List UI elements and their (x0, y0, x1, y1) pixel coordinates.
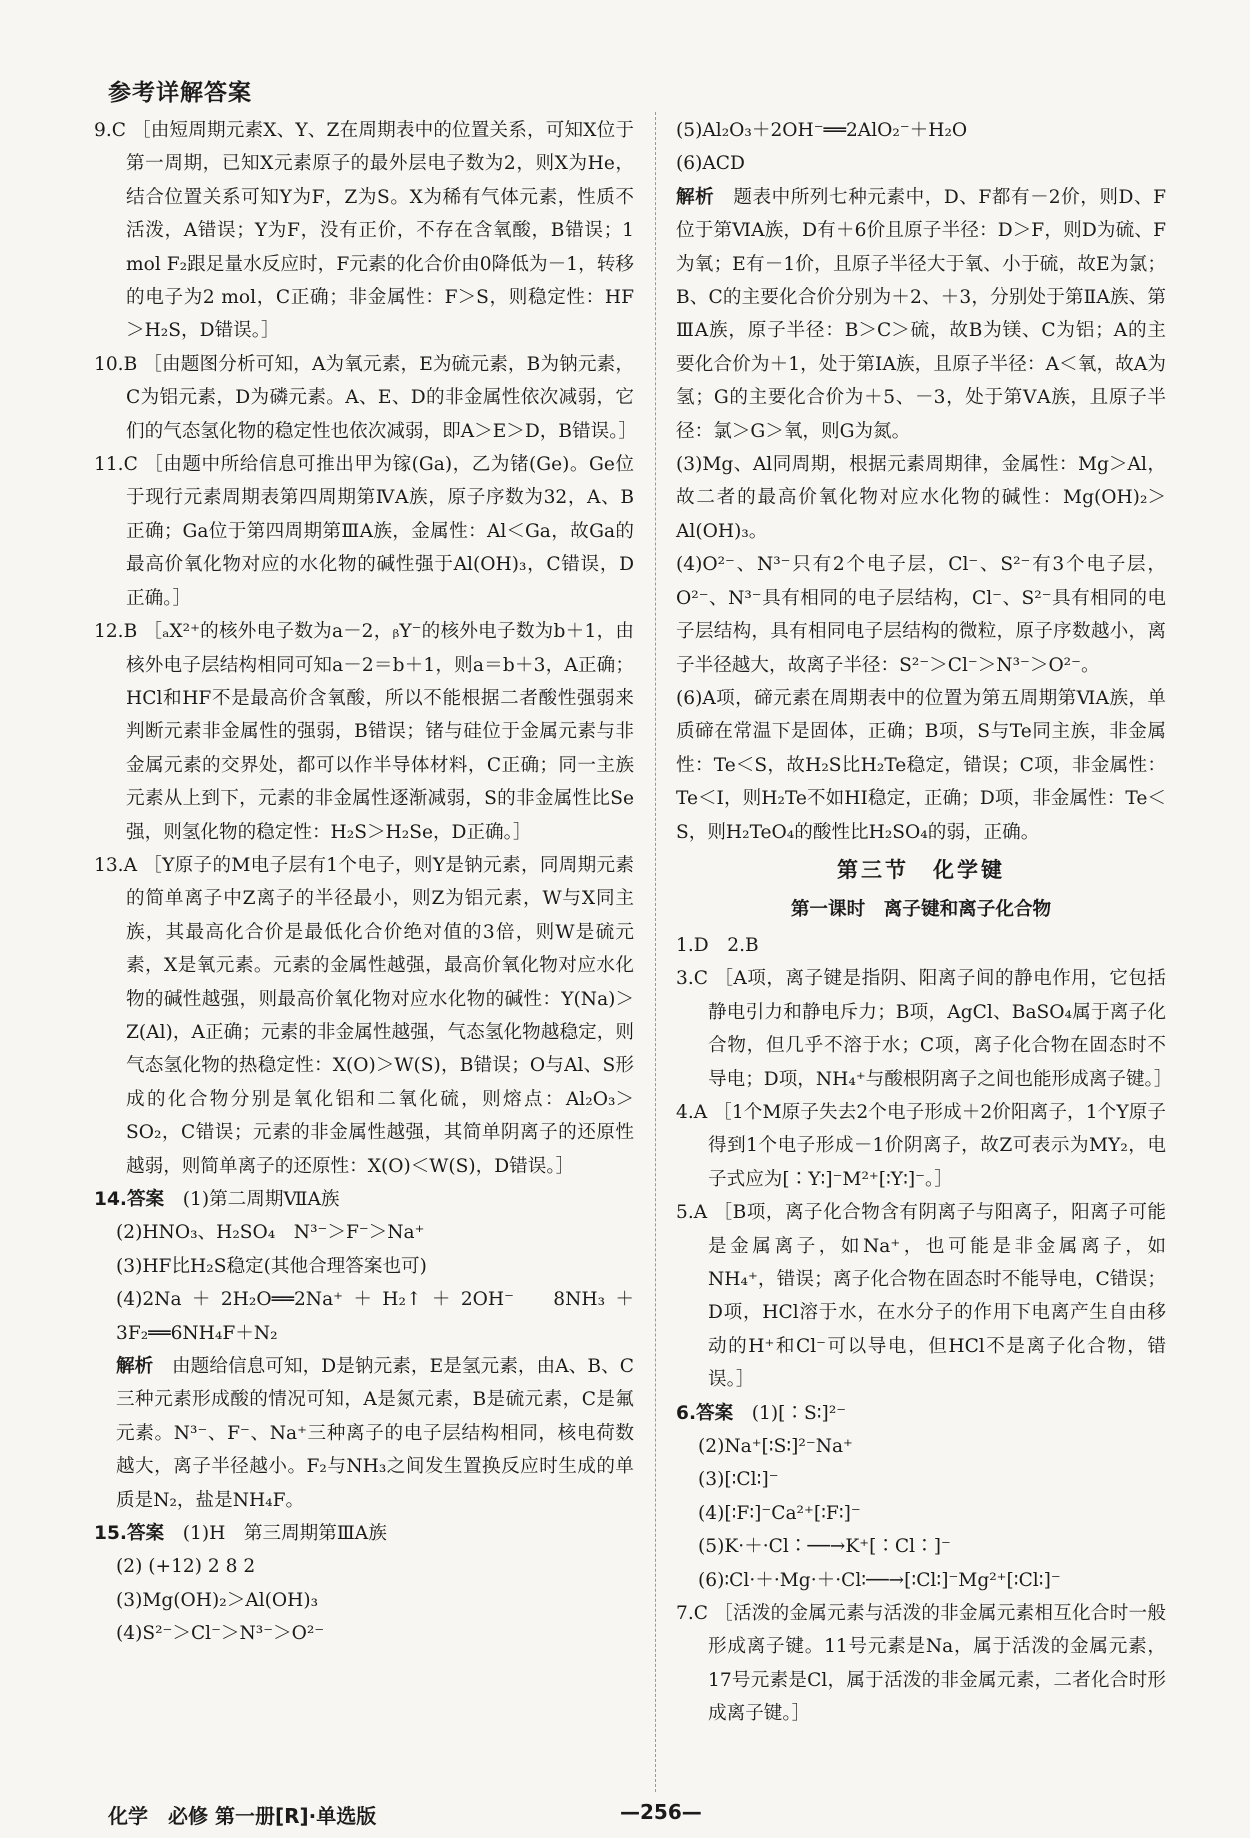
page-header-title: 参考详解答案 (108, 80, 252, 106)
answer-text: 12.B ［ₐX²⁺的核外电子数为a－2，ᵦY⁻的核外电子数为b＋1，由核外电子层结构相同可知a－2＝b＋1，则a＝b＋3，A正确；HCl和HF不是最高价含氧酸，所以不能根据二者酸性强弱来判断元素非金属性的强弱，B错误；锗与硅位于金属元素与非金属元素的交界处，都可以作半导体材料，C正确；同一主族元素从上到下，元素的非金属性逐渐减弱，S的非金属性比Se强，则氢化物的稳定性：H₂S＞H₂Se，D正确。］ (94, 621, 634, 843)
answer-paragraph (676, 682, 1166, 849)
answer-paragraph (676, 147, 1166, 180)
answer-text: 第一课时 离子键和离子化合物 (790, 898, 1052, 920)
lesson-heading (676, 891, 1166, 929)
answer-text: 5.A ［B项，离子化合物含有阴离子与阳离子，阳离子可能是金属离子，如Na⁺，也可能是非金属离子，如NH₄⁺，错误；离子化合物在固态时不能导电，C错误；D项，HCl溶于水，在水分子的作用下电离产生自由移动的H⁺和Cl⁻可以导电，但HCl不是离子化合物，错误。］ (676, 1202, 1166, 1391)
answer-text: (5)Al₂O₃＋2OH⁻══2AlO₂⁻＋H₂O (676, 120, 968, 141)
answer-paragraph (94, 1283, 634, 1350)
answer-text: 第三节 化学键 (837, 857, 1005, 882)
left-column (94, 114, 638, 1651)
answer-paragraph (676, 448, 1166, 548)
answer-label: 解析 (676, 186, 715, 208)
answer-text: (4)O²⁻、N³⁻只有2个电子层，Cl⁻、S²⁻有3个电子层，O²⁻、N³⁻具有相同的电子层结构，Cl⁻、S²⁻具有相同的电子层结构，具有相同电子层结构的微粒，原子序数越小，离子半径越大，故离子半径：S²⁻＞Cl⁻＞N³⁻＞O²⁻。 (676, 554, 1166, 676)
answer-paragraph (676, 1530, 1166, 1563)
answer-paragraph (676, 962, 1173, 1096)
answer-paragraph (94, 1517, 634, 1550)
answer-text: (2)HNO₃、H₂SO₄ N³⁻＞F⁻＞Na⁺ (116, 1222, 425, 1244)
answer-paragraph (94, 448, 634, 615)
answer-text: 9.C ［由短周期元素X、Y、Z在周期表中的位置关系，可知X位于第一周期，已知X元素原子的最外层电子数为2，则X为He，结合位置关系可知Y为F，Z为S。X为稀有气体元素，性质不活泼，A错误；Y为F，没有正价，不存在含氧酸，B错误；1 mol F₂跟足量水反应时，F元素的化合价由0降低为－1，转移的电子为2 mol，C正确；非金属性：F＞S，则稳定性：HF＞H₂S，D错误。］ (94, 120, 634, 342)
answer-paragraph (676, 181, 1166, 448)
answer-paragraph (94, 849, 634, 1183)
answer-paragraph (94, 1550, 634, 1583)
answer-paragraph (676, 1196, 1166, 1396)
answer-paragraph (94, 1584, 634, 1617)
answer-paragraph (676, 114, 1166, 147)
answer-text: 7.C ［活泼的金属元素与活泼的非金属元素相互化合时一般形成离子键。11号元素是Na，属于活泼的金属元素，17号元素是Cl，属于活泼的非金属元素，二者化合时形成离子键。］ (676, 1603, 1166, 1725)
answer-text: (1)H 第三周期第ⅢA族 (164, 1523, 387, 1545)
answer-paragraph (94, 1216, 634, 1249)
answer-text: (4)2Na＋2H₂O══2Na⁺＋H₂↑＋2OH⁻ 8NH₃＋3F₂══6NH₄F＋N₂ (116, 1289, 634, 1344)
answer-text: (6)ACD (676, 153, 745, 175)
answer-paragraph (94, 1350, 634, 1517)
answer-text: (6)A项，碲元素在周期表中的位置为第五周期第ⅥA族，单质碲在常温下是固体，正确；B项，S与Te同主族，非金属性：Te＜S，故H₂S比H₂Te稳定，错误；C项，非金属性：Te＜I，则H₂Te不如HI稳定，正确；D项，非金属性：Te＜S，则H₂TeO₄的酸性比H₂SO₄的弱，正确。 (676, 687, 1166, 843)
answer-text: (1)[∶S∶]²⁻ (733, 1402, 847, 1424)
answer-text: (5)K·＋·Cl∶──→K⁺[∶Cl∶]⁻ (698, 1536, 951, 1558)
answer-text: 1.D 2.B (676, 934, 759, 956)
answer-text: (4)[∶F∶]⁻Ca²⁺[∶F∶]⁻ (698, 1502, 861, 1524)
footer-subject: 化学 必修 第一册[R]·单选版 (108, 1804, 377, 1828)
footer-page-number: —256— (620, 1800, 702, 1824)
answer-text: (3)HF比H₂S稳定(其他合理答案也可) (116, 1255, 427, 1277)
column-divider (655, 112, 656, 1792)
answer-paragraph (676, 1463, 1166, 1496)
answer-text: 4.A ［1个M原子失去2个电子形成＋2价阳离子，1个Y原子得到1个电子形成－1价阴离子，故Z可表示为MY₂，电子式应为[∶Y∶]⁻M²⁺[∶Y∶]⁻。］ (676, 1101, 1166, 1190)
answer-text: 3.C ［A项，离子键是指阴、阳离子间的静电作用，它包括静电引力和静电斥力；B项，AgCl、BaSO₄属于离子化合物，但几乎不溶于水；C项，离子化合物在固态时不导电；D项，NH₄⁺与酸根阴离子之间也能形成离子键。］ (676, 968, 1173, 1090)
answer-text: 题表中所列七种元素中，D、F都有－2价，则D、F位于第ⅥA族，D有＋6价且原子半径：D＞F，则D为硫、F为氧；E有－1价，且原子半径大于氧、小于硫，故E为氯；B、C的主要化合价分别为＋2、＋3，分别处于第ⅡA族、第ⅢA族，原子半径：B＞C＞硫，故B为镁、C为铝；A的主要化合价为＋1，处于第ⅠA族，且原子半径：A＜氧，故A为氢；G的主要化合价为＋5、－3，处于第ⅤA族，且原子半径：氯＞G＞氧，则G为氮。 (676, 186, 1166, 442)
answer-paragraph (676, 1397, 1166, 1430)
answer-paragraph (676, 548, 1166, 682)
answer-text: (4)S²⁻＞Cl⁻＞N³⁻＞O²⁻ (116, 1623, 325, 1645)
answer-label: 15.答案 (94, 1523, 165, 1545)
answer-paragraph (676, 1430, 1166, 1463)
section-heading (676, 849, 1166, 891)
answer-paragraph (676, 1096, 1166, 1196)
answer-text: 10.B ［由题图分析可知，A为氧元素，E为硫元素，B为钠元素，C为铝元素，D为磷元素。A、E、D的非金属性依次减弱，它们的气态氢化物的稳定性也依次减弱，即A＞E＞D，B错误。］ (94, 353, 638, 442)
answer-paragraph (676, 1497, 1166, 1530)
answer-paragraph (94, 1183, 634, 1216)
answer-text: (2)Na⁺[∶S∶]²⁻Na⁺ (698, 1436, 853, 1458)
answer-label: 14.答案 (94, 1189, 165, 1210)
right-column (676, 114, 1173, 1731)
answer-label: 解析 (116, 1356, 154, 1378)
answer-text: (2) (+12) 2 8 2 (116, 1556, 256, 1578)
answer-paragraph (676, 1564, 1166, 1597)
answer-paragraph (94, 348, 638, 448)
answer-paragraph (676, 1597, 1166, 1731)
answer-paragraph (94, 1250, 634, 1283)
answer-paragraph (676, 929, 1166, 962)
answer-text: (3)Mg、Al同周期，根据元素周期律，金属性：Mg＞Al，故二者的最高价氧化物对应水化物的碱性：Mg(OH)₂＞Al(OH)₃。 (676, 454, 1166, 542)
answer-text: 13.A ［Y原子的M电子层有1个电子，则Y是钠元素，同周期元素的简单离子中Z离子的半径最小，则Z为铝元素，W与X同主族，其最高化合价是最低化合价绝对值的3倍，则W是硫元素，X是氧元素。元素的金属性越强，最高价氧化物对应水化物的碱性越强，则最高价氧化物对应水化物的碱性：Y(Na)＞Z(Al)，A正确；元素的非金属性越强，气态氢化物越稳定，则气态氢化物的热稳定性：X(O)＞W(S)，B错误；O与Al、S形成的化合物分别是氧化铝和二氧化硫，则熔点：Al₂O₃＞SO₂，C错误；元素的非金属性越强，其简单阴离子的还原性越弱，则简单离子的还原性：X(O)＜W(S)，D错误。］ (94, 854, 634, 1177)
answer-paragraph (94, 615, 634, 849)
answer-paragraph (94, 114, 634, 348)
answer-text: (3)[∶Cl∶]⁻ (698, 1469, 779, 1491)
answer-label: 6.答案 (676, 1402, 734, 1424)
answer-text: (6)∶Cl·＋·Mg·＋·Cl∶──→[∶Cl∶]⁻Mg²⁺[∶Cl∶]⁻ (698, 1569, 1061, 1591)
answer-text: (3)Mg(OH)₂＞Al(OH)₃ (116, 1589, 319, 1611)
answer-text: (1)第二周期ⅦA族 (164, 1189, 340, 1210)
answer-text: 11.C ［由题中所给信息可推出甲为镓(Ga)，乙为锗(Ge)。Ge位于现行元素周期表第四周期第ⅣA族，原子序数为32，A、B正确；Ga位于第四周期第ⅢA族，金属性：Al＜Ga，故Ga的最高价氧化物对应的水化物的碱性强于Al(OH)₃，C错误，D正确。］ (94, 454, 634, 609)
answer-paragraph (94, 1617, 634, 1650)
answer-text: 由题给信息可知，D是钠元素，E是氢元素，由A、B、C三种元素形成酸的情况可知，A是氮元素，B是硫元素，C是氟元素。N³⁻、F⁻、Na⁺三种离子的电子层结构相同，核电荷数越大，离子半径越小。F₂与NH₃之间发生置换反应时生成的单质是N₂，盐是NH₄F。 (116, 1356, 634, 1511)
